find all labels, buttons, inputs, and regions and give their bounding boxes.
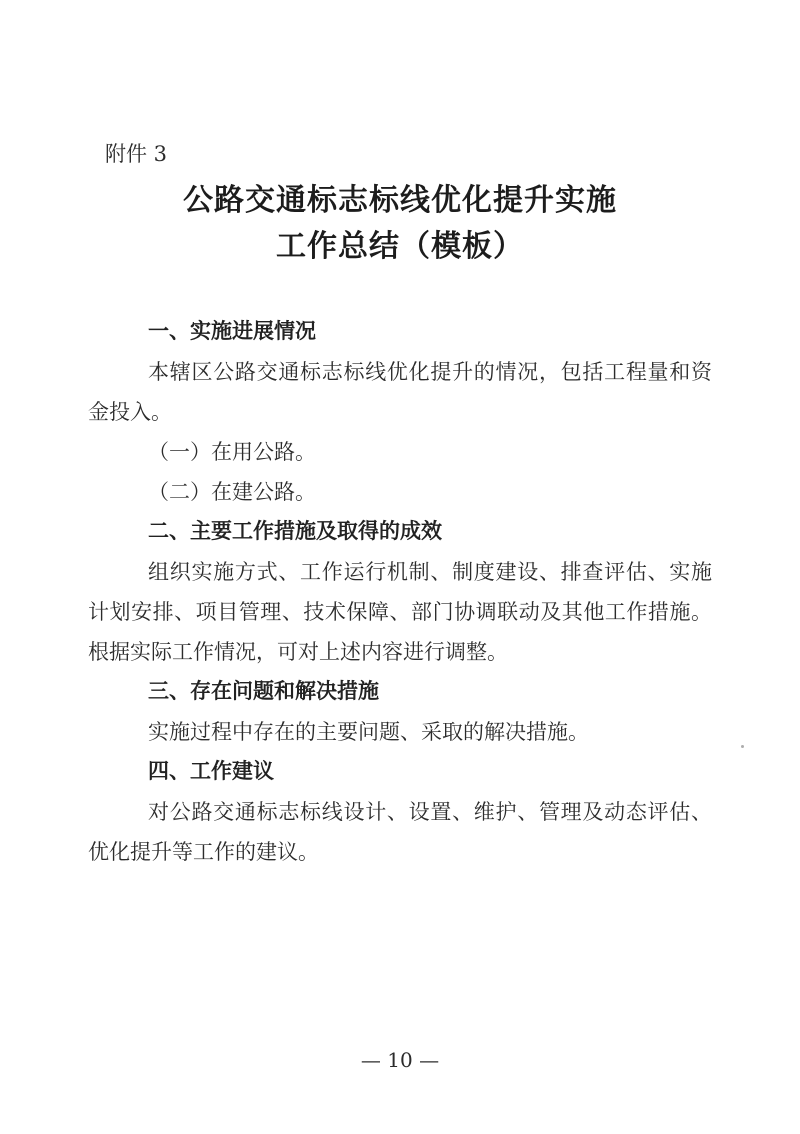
title-line-2: 工作总结（模板） <box>276 229 524 264</box>
section-heading-2: 二、主要工作措施及取得的成效 <box>148 520 442 543</box>
page-footer <box>0 1046 800 1074</box>
paragraph: （一）在用公路。 <box>148 440 316 464</box>
paragraph: 本辖区公路交通标志标线优化提升的情况，包括工程量和资金投入。 <box>88 360 712 424</box>
document-title <box>88 178 712 270</box>
section-heading-4: 四、工作建议 <box>148 760 274 783</box>
scan-speck <box>741 745 744 748</box>
section-heading-3: 三、存在问题和解决措施 <box>148 680 379 703</box>
title-line-1: 公路交通标志标线优化提升实施 <box>183 183 617 218</box>
page-number: — 10 — <box>360 1048 440 1072</box>
document-content <box>88 0 712 872</box>
paragraph: 对公路交通标志标线设计、设置、维护、管理及动态评估、优化提升等工作的建议。 <box>88 800 712 864</box>
paragraph: 组织实施方式、工作运行机制、制度建设、排查评估、实施计划安排、项目管理、技术保障、部门协调联动及其他工作措施。根据实际工作情况，可对上述内容进行调整。 <box>88 560 712 664</box>
paragraph: （二）在建公路。 <box>148 480 316 504</box>
paragraph: 实施过程中存在的主要问题、采取的解决措施。 <box>148 720 589 744</box>
section-heading-1: 一、实施进展情况 <box>148 320 316 343</box>
attachment-label: 附件 3 <box>105 142 168 166</box>
